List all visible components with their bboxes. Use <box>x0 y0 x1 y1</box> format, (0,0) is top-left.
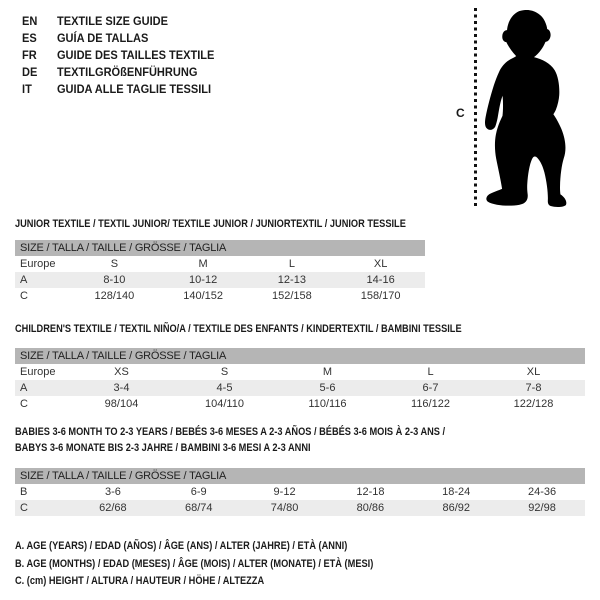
table-cell: 62/68 <box>99 502 127 514</box>
size-header-bar: SIZE / TALLA / TAILLE / GRÖSSE / TAGLIA <box>15 240 425 256</box>
table-cell: S <box>220 366 229 378</box>
table-row <box>15 288 425 304</box>
table-cell: 3-6 <box>104 486 121 498</box>
language-code: ES <box>22 31 37 45</box>
table-row <box>15 380 585 396</box>
table-cell: 6-9 <box>190 486 207 498</box>
table-row <box>15 396 585 412</box>
table-cell: XL <box>526 366 541 378</box>
table-cell: 128/140 <box>94 290 135 302</box>
language-header <box>22 13 214 98</box>
language-row <box>22 47 214 64</box>
table-cell: 86/92 <box>442 502 470 514</box>
size-header-bar: SIZE / TALLA / TAILLE / GRÖSSE / TAGLIA <box>15 468 585 484</box>
table-cell: 104/110 <box>205 398 244 410</box>
row-label: Europe <box>20 258 56 270</box>
language-title: GUIDA ALLE TAGLIE TESSILI <box>56 82 212 96</box>
table-cell: 68/74 <box>184 502 213 514</box>
table-cell: 7-8 <box>525 382 542 394</box>
table-cell: 152/158 <box>271 290 312 302</box>
table-cell: 98/104 <box>104 398 139 410</box>
childrens-textile-section <box>15 321 585 412</box>
language-title: TEXTILE SIZE GUIDE <box>56 14 168 28</box>
table-cell: 6-7 <box>422 382 439 394</box>
language-code: DE <box>22 65 38 79</box>
language-row <box>22 30 214 47</box>
table-cell: 12-18 <box>356 486 385 498</box>
table-cell: M <box>198 258 208 270</box>
row-label: Europe <box>20 366 56 378</box>
table-row <box>15 364 585 380</box>
language-title: TEXTILGRÖßENFÜHRUNG <box>56 65 198 79</box>
table-cell: 122/128 <box>513 398 554 410</box>
language-row <box>22 81 214 98</box>
table-row <box>15 500 585 516</box>
section-title <box>15 216 425 232</box>
footnote-age-months: B. AGE (MONTHS) / EDAD (MESES) / ÂGE (MOIS) / ALTER (MONATE) / ETÀ (MESI) <box>15 557 374 570</box>
table-cell: 5-6 <box>319 382 336 394</box>
size-header-bar: SIZE / TALLA / TAILLE / GRÖSSE / TAGLIA <box>15 348 585 364</box>
row-label: A <box>20 382 28 394</box>
footnote-height-cm: C. (cm) HEIGHT / ALTURA / HAUTEUR / HÖHE / ALTEZZA <box>15 575 265 587</box>
table-cell: L <box>288 258 295 270</box>
table-cell: 4-5 <box>216 382 233 394</box>
table-cell: M <box>322 366 333 378</box>
table-cell: 158/170 <box>360 290 401 302</box>
row-label: A <box>20 274 28 286</box>
row-label: C <box>20 502 28 514</box>
language-code: IT <box>22 82 32 96</box>
table-cell: 116/122 <box>411 398 450 410</box>
table-cell: 10-12 <box>189 274 218 286</box>
section-title-text: CHILDREN'S TEXTILE / TEXTIL NIÑO/A / TEXTILE DES ENFANTS / KINDERTEXTIL / BAMBINI TESSILE <box>15 323 462 335</box>
table-cell: S <box>110 258 119 270</box>
height-measure-label: C <box>456 106 465 120</box>
language-row <box>22 13 214 30</box>
table-cell: 12-13 <box>277 274 306 286</box>
babies-textile-section <box>15 424 585 516</box>
language-row <box>22 64 214 81</box>
language-code: FR <box>22 48 37 62</box>
table-cell: 9-12 <box>273 486 296 498</box>
table-cell: L <box>427 366 434 378</box>
table-cell: XL <box>373 258 388 270</box>
table-cell: XS <box>114 366 129 378</box>
language-title: GUIDE DES TAILLES TEXTILE <box>56 48 215 62</box>
table-cell: 80/86 <box>356 502 385 514</box>
row-label: B <box>20 486 28 498</box>
table-cell: 18-24 <box>442 486 471 498</box>
table-cell: 110/116 <box>308 398 347 410</box>
toddler-silhouette-icon <box>472 4 592 212</box>
junior-textile-section <box>15 216 425 304</box>
section-title <box>15 321 585 337</box>
section-title-text: JUNIOR TEXTILE / TEXTIL JUNIOR/ TEXTILE JUNIOR / JUNIORTEXTIL / JUNIOR TESSILE <box>15 218 406 230</box>
table-cell: 140/152 <box>183 290 223 302</box>
table-cell: 8-10 <box>103 274 126 286</box>
row-label: C <box>20 290 28 302</box>
language-code: EN <box>22 14 38 28</box>
section-title-text: BABYS 3-6 MONATE BIS 2-3 JAHRE / BAMBINI 3-6 MESI A 2-3 ANNI <box>15 442 311 454</box>
table-cell: 3-4 <box>113 382 130 394</box>
table-cell: 24-36 <box>527 486 557 498</box>
section-title <box>15 424 585 456</box>
section-title-text: BABIES 3-6 MONTH TO 2-3 YEARS / BEBÉS 3-6 MESES A 2-3 AÑOS / BÉBÉS 3-6 MOIS À 2-3 ANS / <box>15 426 446 438</box>
row-label: C <box>20 398 28 410</box>
footnote-age-years: A. AGE (YEARS) / EDAD (AÑOS) / ÂGE (ANS) / ALTER (JAHRE) / ETÀ (ANNI) <box>15 540 348 552</box>
language-title: GUÍA DE TALLAS <box>56 31 149 45</box>
table-row <box>15 256 425 272</box>
table-cell: 74/80 <box>270 502 299 514</box>
table-cell: 14-16 <box>366 274 395 286</box>
legend-footnotes <box>15 538 442 591</box>
table-row <box>15 484 585 500</box>
table-cell: 92/98 <box>528 502 556 514</box>
table-row <box>15 272 425 288</box>
